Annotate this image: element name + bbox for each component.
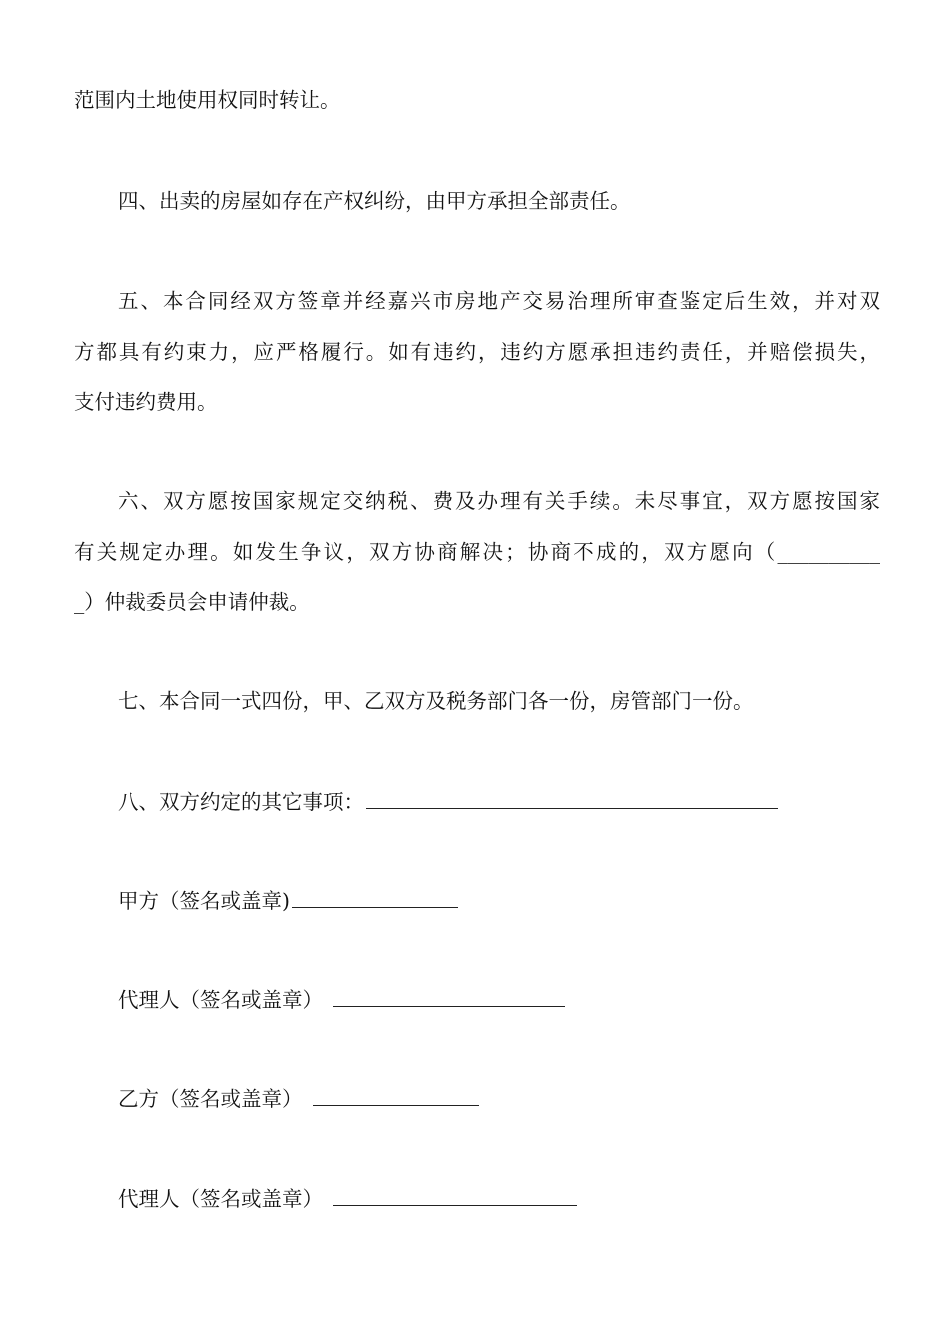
clause-8-blank-line — [366, 788, 778, 809]
clause-8-label: 八、双方约定的其它事项： — [118, 790, 364, 814]
party-b-row — [118, 1085, 880, 1112]
agent-b-signature-line — [333, 1185, 577, 1206]
clause-5-line-1: 五、本合同经双方签章并经嘉兴市房地产交易治理所审查鉴定后生效，并对双 — [118, 289, 880, 313]
clause-8-row — [118, 788, 880, 815]
party-a-signature-line — [292, 887, 458, 908]
agent-a-signature-line — [333, 986, 565, 1007]
agent-a-row — [118, 986, 880, 1013]
clause-6-line-3: _）仲裁委员会申请仲裁。 — [74, 590, 310, 614]
agent-b-label: 代理人（签名或盖章） — [118, 1187, 323, 1211]
clause-5-line-3: 支付违约费用。 — [74, 390, 218, 414]
agent-a-label: 代理人（签名或盖章） — [118, 988, 323, 1012]
party-b-signature-line — [313, 1085, 479, 1106]
party-b-label: 乙方（签名或盖章） — [118, 1087, 303, 1111]
clause-5-line-2: 方都具有约束力，应严格履行。如有违约，违约方愿承担违约责任，并赔偿损失， — [74, 340, 880, 364]
agent-b-row — [118, 1185, 880, 1212]
party-a-label: 甲方（签名或盖章) — [118, 889, 290, 913]
continued-paragraph-line: 范围内土地使用权同时转让。 — [74, 88, 341, 112]
clause-4: 四、出卖的房屋如存在产权纠纷，由甲方承担全部责任。 — [118, 189, 631, 213]
clause-7: 七、本合同一式四份，甲、乙双方及税务部门各一份，房管部门一份。 — [118, 689, 754, 713]
clause-6-line-2: 有关规定办理。如发生争议，双方协商解决；协商不成的，双方愿向（__________ — [74, 540, 880, 564]
clause-6-line-1: 六、双方愿按国家规定交纳税、费及办理有关手续。未尽事宜，双方愿按国家 — [118, 489, 880, 513]
party-a-row — [118, 887, 880, 914]
